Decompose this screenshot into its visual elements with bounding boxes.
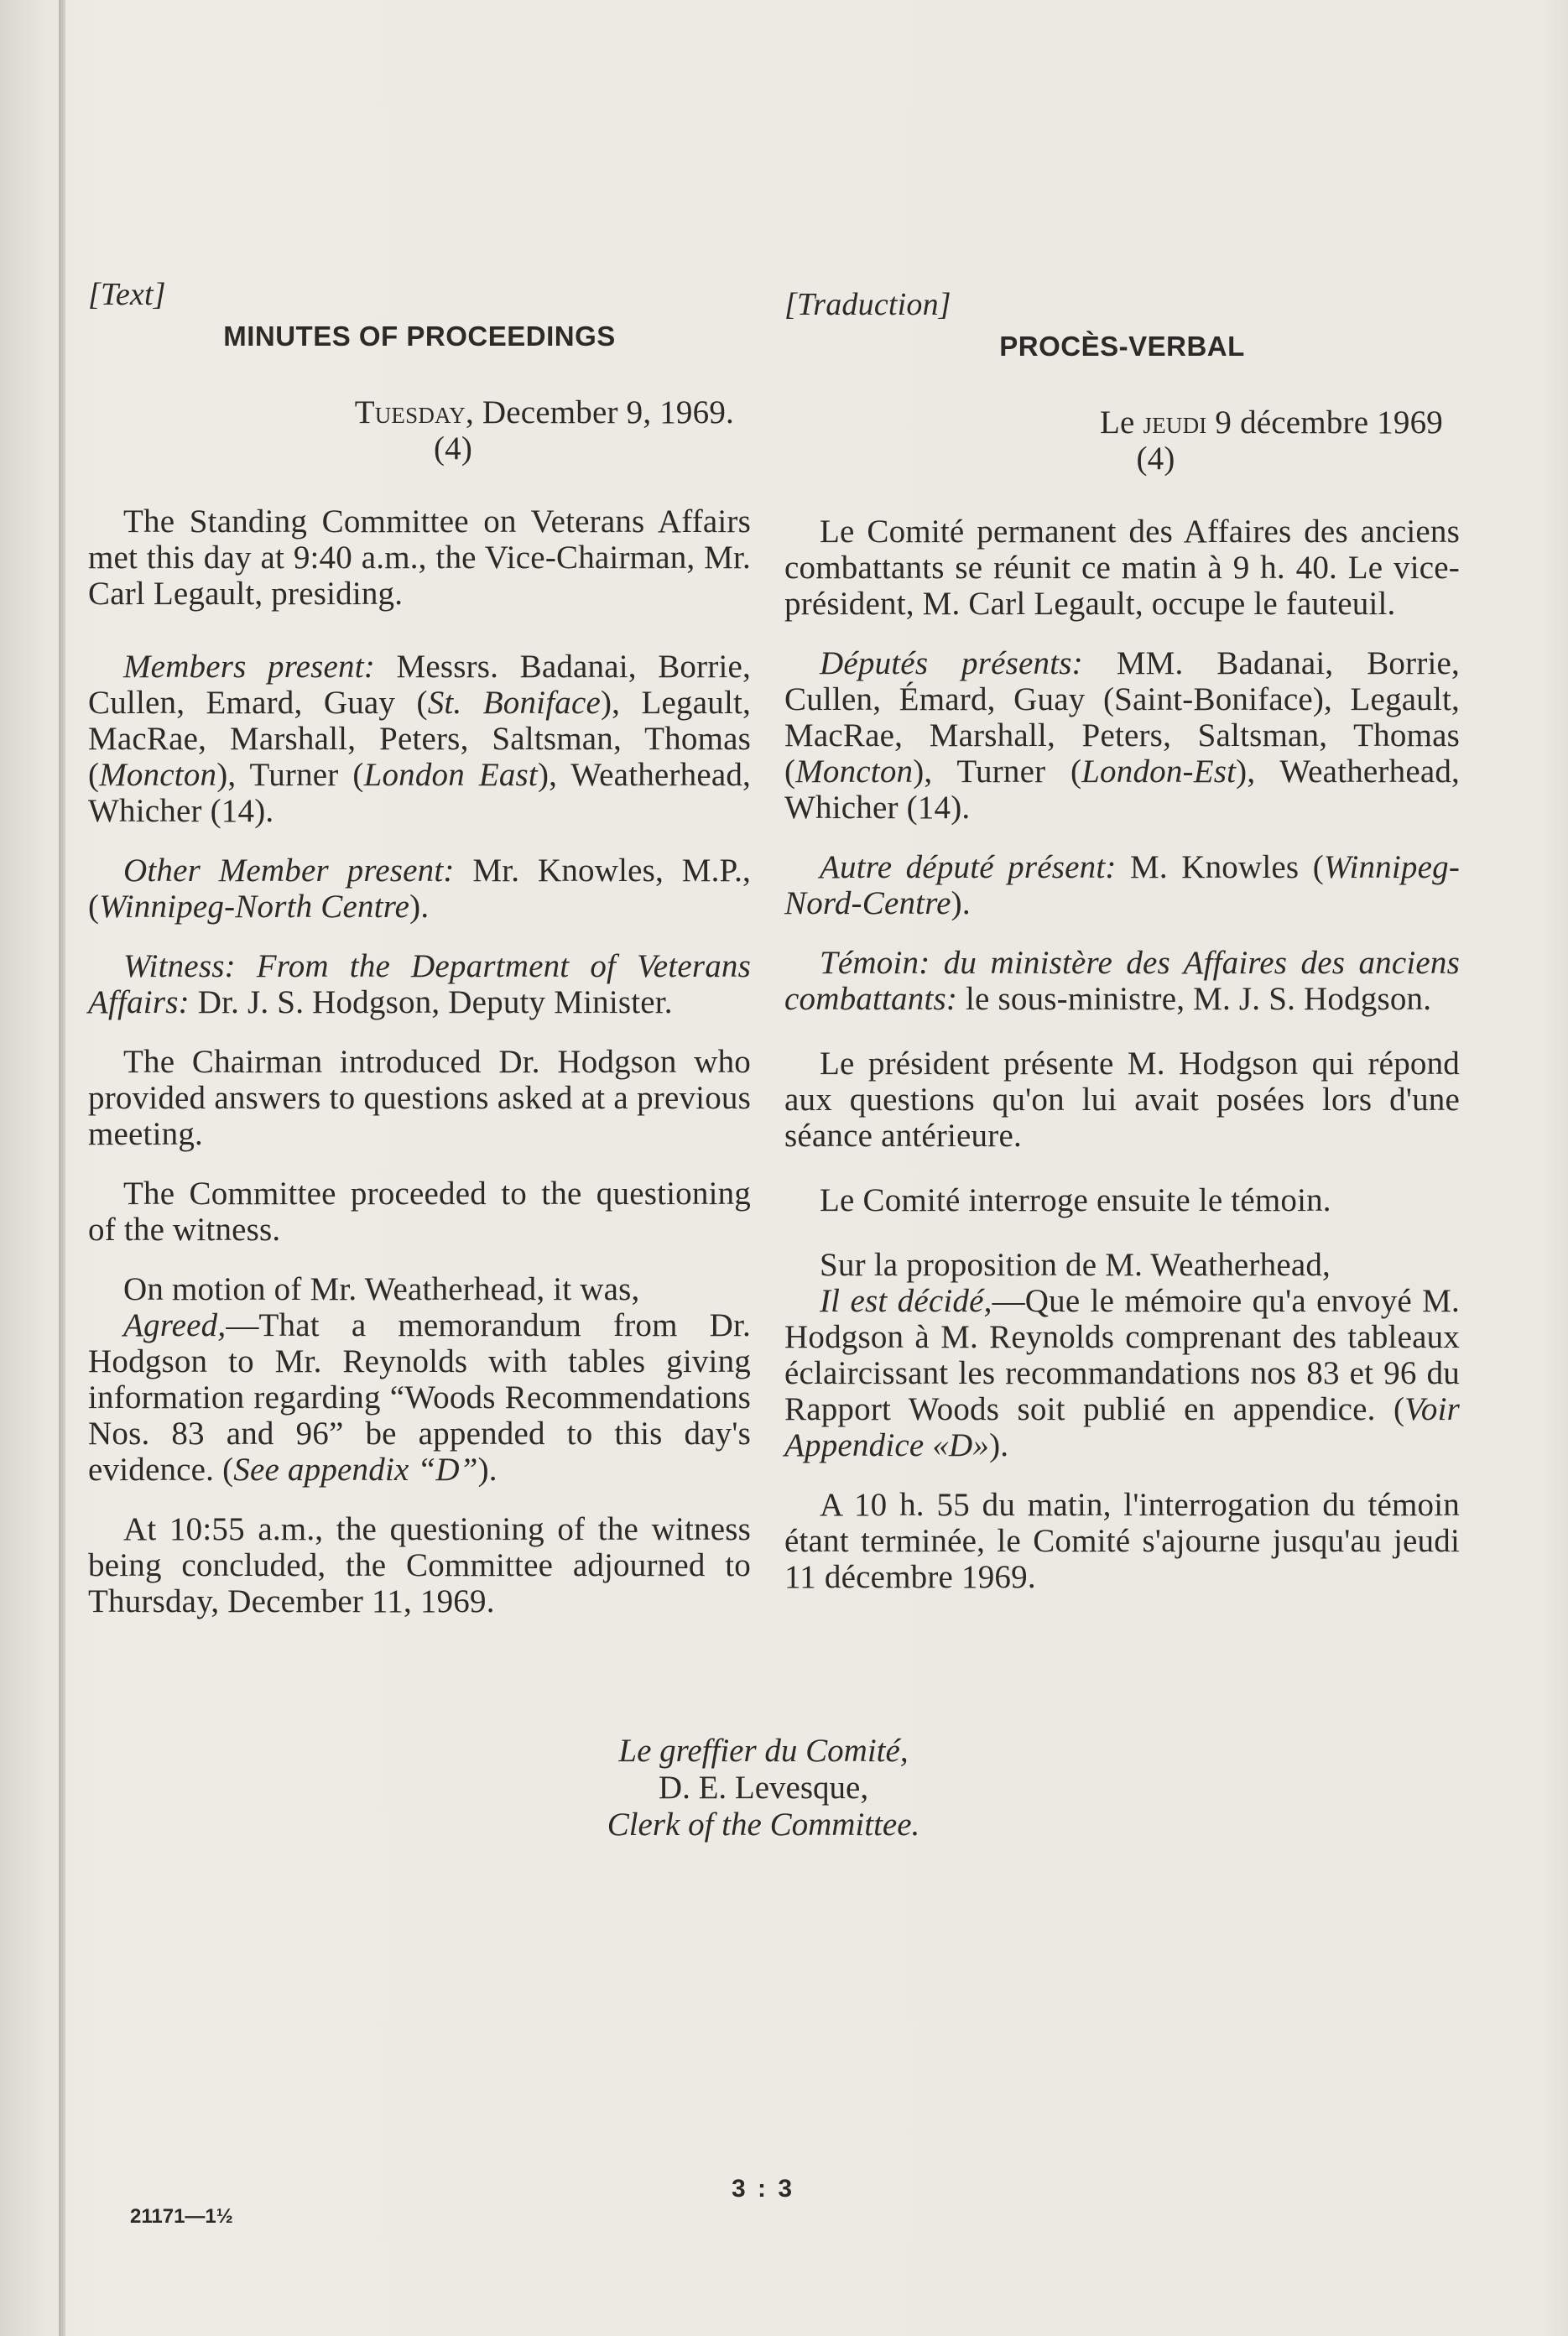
french-column	[784, 287, 1460, 1595]
text-tag: [Text]	[88, 277, 166, 312]
french-date-rest: 9 décembre 1969	[1215, 404, 1443, 441]
french-adjournment: A 10 h. 55 du matin, l'interrogation du témoin étant terminée, le Comité s'ajourne jusqu'au jeudi 11 décembre 1969.	[784, 1487, 1460, 1595]
autre-depute-text: ).	[951, 885, 971, 921]
other-member-label: Other Member present:	[123, 853, 455, 889]
english-column	[88, 277, 751, 1619]
english-meeting-number: (4)	[433, 430, 473, 467]
witness-name: Dr. J. S. Hodgson, Deputy Minister.	[197, 984, 673, 1020]
agreed-label: Agreed,	[123, 1307, 227, 1343]
deputes-list-part: ), Turner (	[913, 753, 1082, 790]
autre-depute-text: M. Knowles (	[1130, 849, 1324, 885]
other-member-text: Mr. Knowles, M.P., (	[88, 853, 751, 925]
french-questioning: Le Comité interroge ensuite le témoin.	[820, 1182, 1331, 1218]
other-member-text: ).	[409, 889, 430, 925]
english-date	[88, 394, 751, 430]
english-motion: On motion of Mr. Weatherhead, it was,	[123, 1271, 640, 1307]
autre-depute-label: Autre député présent:	[820, 849, 1117, 885]
french-motion: Sur la proposition de M. Weatherhead,	[820, 1247, 1331, 1283]
english-date-rest: December 9, 1969.	[482, 394, 734, 430]
french-date-prefix: Le	[1099, 404, 1135, 441]
members-list-part: ), Legault, MacRae, Marshall, Peters, Saltsman, Thomas (	[88, 685, 751, 793]
binding-gutter	[59, 0, 65, 2336]
deputes-presents-label: Députés présents:	[820, 645, 1083, 681]
french-meeting-number: (4)	[1136, 441, 1175, 477]
deputes-riding: Moncton	[795, 753, 914, 790]
french-opening-paragraph: Le Comité permanent des Affaires des anciens combattants se réunit ce matin à 9 h. 40. Le vice-président, M. Carl Legault, occupe le fauteuil.	[784, 514, 1460, 622]
signature-clerk-name: D. E. Levesque,	[658, 1770, 869, 1806]
english-other-member	[88, 853, 751, 925]
english-chairman-intro: The Chairman introduced Dr. Hodgson who provided answers to questions asked at a previous meeting.	[88, 1044, 751, 1152]
deputes-list-part: MM. Badanai, Borrie, Cullen, Émard, Guay (Saint-Boniface), Legault, MacRae, Marshall, Peters, Saltsman, Thomas (	[784, 645, 1460, 790]
page-number: 3 : 3	[732, 2175, 795, 2203]
other-member-riding: Winnipeg-North Centre	[99, 889, 410, 925]
agreed-text: ).	[477, 1452, 497, 1488]
french-witness	[784, 945, 1460, 1017]
signature-french-title: Le greffier du Comité,	[618, 1733, 909, 1769]
traduction-tag: [Traduction]	[784, 287, 951, 322]
french-heading: PROCÈS-VERBAL	[999, 331, 1245, 362]
deputes-list-part: ), Weatherhead, Whicher (14).	[784, 753, 1460, 826]
members-list-part: Messrs. Badanai, Borrie, Cullen, Emard, Guay (	[88, 649, 752, 721]
autre-depute-riding: Winnipeg-Nord-Centre	[784, 849, 1461, 921]
members-riding: London East	[363, 757, 538, 793]
temoin-label: Témoin: du ministère des Affaires des anciens combattants:	[784, 945, 1460, 1017]
appendice-reference: Voir Appendice «D»	[784, 1391, 1460, 1463]
signature-english-title: Clerk of the Committee.	[607, 1807, 920, 1843]
english-agreed	[88, 1307, 751, 1488]
french-members-present	[784, 645, 1460, 826]
french-date	[784, 404, 1460, 441]
decide-text: —Que le mémoire qu'a envoyé M. Hodgson à M. Reynolds comprenant des tableaux éclaircissant les recommandations nos 83 et 96 du Rapport Woods soit publié en appendice. (	[784, 1283, 1460, 1427]
english-adjournment: At 10:55 a.m., the questioning of the witness being concluded, the Committee adjourned to Thursday, December 11, 1969.	[88, 1511, 751, 1619]
temoin-name: le sous-ministre, M. J. S. Hodgson.	[966, 981, 1432, 1017]
english-questioning: The Committee proceeded to the questioning of the witness.	[88, 1176, 751, 1248]
print-code: 21171—1½	[130, 2205, 233, 2228]
signature-block	[470, 1733, 1057, 1843]
appendix-reference: See appendix “D”	[233, 1452, 478, 1488]
french-other-member	[784, 849, 1460, 921]
decide-text: ).	[989, 1427, 1009, 1463]
members-present-label: Members present:	[123, 649, 375, 685]
french-decided	[784, 1283, 1460, 1463]
english-date-day: Tuesday,	[354, 394, 474, 430]
deputes-riding: London-Est	[1081, 753, 1237, 790]
members-list-part: ), Turner (	[216, 757, 364, 793]
french-date-day: jeudi	[1143, 404, 1207, 441]
english-witness	[88, 948, 751, 1020]
members-list-part: ), Weatherhead, Whicher (14).	[88, 757, 751, 829]
members-riding: Moncton	[99, 757, 217, 793]
agreed-text: —That a memorandum from Dr. Hodgson to Mr. Reynolds with tables giving information regarding “Woods Recommendations Nos. 83 and 96” be appended to this day's evidence. (	[88, 1307, 751, 1488]
decide-label: Il est décidé,	[820, 1283, 992, 1319]
french-president-intro: Le président présente M. Hodgson qui répond aux questions qu'on lui avait posées lors d'une séance antérieure.	[784, 1045, 1460, 1154]
english-members-present	[88, 649, 751, 829]
members-riding: St. Boniface	[427, 685, 601, 721]
witness-label: Witness: From the Department of Veterans Affairs:	[88, 948, 751, 1020]
english-heading: MINUTES OF PROCEEDINGS	[223, 321, 616, 352]
english-opening-paragraph: The Standing Committee on Veterans Affairs met this day at 9:40 a.m., the Vice-Chairman, Mr. Carl Legault, presiding.	[88, 503, 751, 612]
